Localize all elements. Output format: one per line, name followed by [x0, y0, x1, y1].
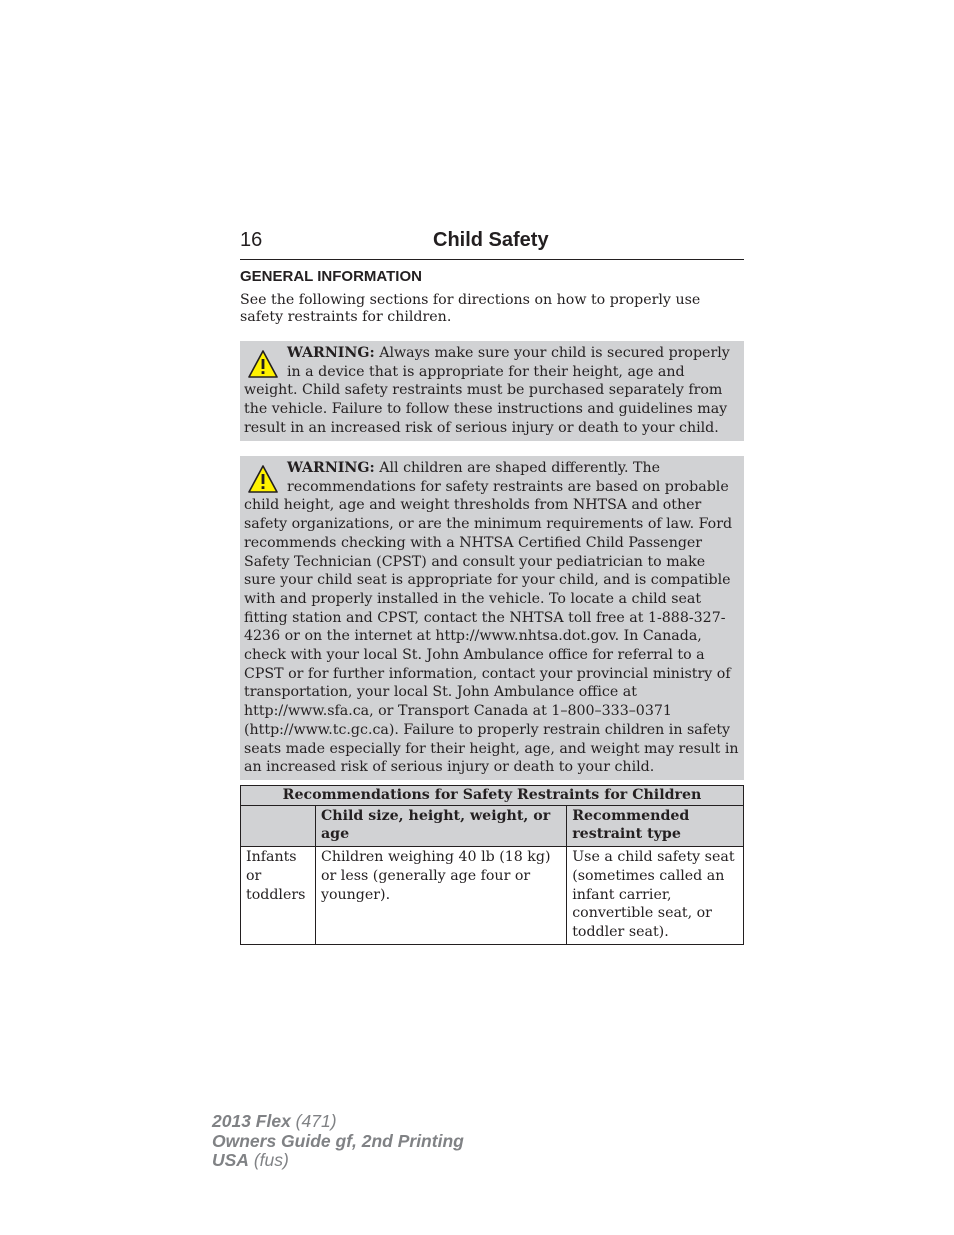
footer-line-model [212, 1112, 464, 1132]
warning-label: WARNING: [287, 345, 375, 361]
footer-line-market [212, 1151, 464, 1171]
column-header: Recommended restraint type [567, 805, 744, 846]
footer-model-code: (471) [290, 1111, 337, 1131]
table-row [241, 847, 744, 945]
table-cell: Children weighing 40 lb (18 kg) or less (generally age four or younger). [315, 847, 566, 945]
column-header [241, 805, 316, 846]
table-caption: Recommendations for Safety Restraints for Children [241, 786, 744, 806]
warning-body: Always make sure your child is secured properly in a device that is appropriate for their height, age and weight. Child safety restraints must be purchased separately from the vehicle. Failure to follow these instructions and guidelines may result in an increased risk of serious injury or death to your child. [244, 345, 730, 436]
footer-market: USA [212, 1150, 249, 1170]
warning-triangle-icon [247, 464, 279, 494]
section-heading: GENERAL INFORMATION [240, 268, 422, 285]
table-cell: Use a child safety seat (sometimes called an infant carrier, convertible seat, or toddler seat). [567, 847, 744, 945]
warning-text-1 [244, 344, 740, 438]
table-header-row [241, 805, 744, 846]
page-number: 16 [240, 229, 263, 251]
warning-box-1 [240, 341, 744, 441]
warning-triangle-icon [247, 349, 279, 379]
table-cell: Infants or toddlers [241, 847, 316, 945]
intro-paragraph: See the following sections for directions on how to properly use safety restraints for children. [240, 292, 701, 325]
footer-market-code: (fus) [248, 1150, 289, 1170]
safety-restraints-table [240, 785, 744, 945]
footer-line-guide [212, 1132, 464, 1152]
page-header [240, 229, 744, 260]
warning-body: All children are shaped differently. The recommendations for safety restraints are based on probable child height, age and weight thresholds from NHTSA and other safety organizations, or are the minimum requirements of law. Ford recommends checking with a NHTSA Certified Child Passenger Safety Technician (CPST) and consult your pediatrician to make sure your child seat is appropriate for your child, and is compatible with and properly installed in the vehicle. To locate a child seat fitting station and CPST, contact the NHTSA toll free at 1-888-327-4236 or on the internet at http://www.nhtsa.dot.gov. In Canada, check with your local St. John Ambulance office for referral to a CPST or for further information, contact your provincial ministry of transportation, your local St. John Ambulance office at http://www.sfa.ca, or Transport Canada at 1–800–333–0371 (http://www.tc.gc.ca). Failure to properly restrain children in safety seats made especially for their height, age, and weight may result in an increased risk of serious injury or death to your child. [244, 460, 739, 776]
chapter-title: Child Safety [433, 229, 549, 251]
warning-box-2 [240, 456, 744, 780]
footer [212, 1112, 464, 1171]
warning-label: WARNING: [287, 460, 375, 476]
footer-model: 2013 Flex [212, 1111, 291, 1131]
footer-guide: Owners Guide gf, 2nd Printing [212, 1130, 464, 1151]
warning-text-2 [244, 459, 740, 777]
table-caption-row [241, 786, 744, 806]
column-header: Child size, height, weight, or age [315, 805, 566, 846]
